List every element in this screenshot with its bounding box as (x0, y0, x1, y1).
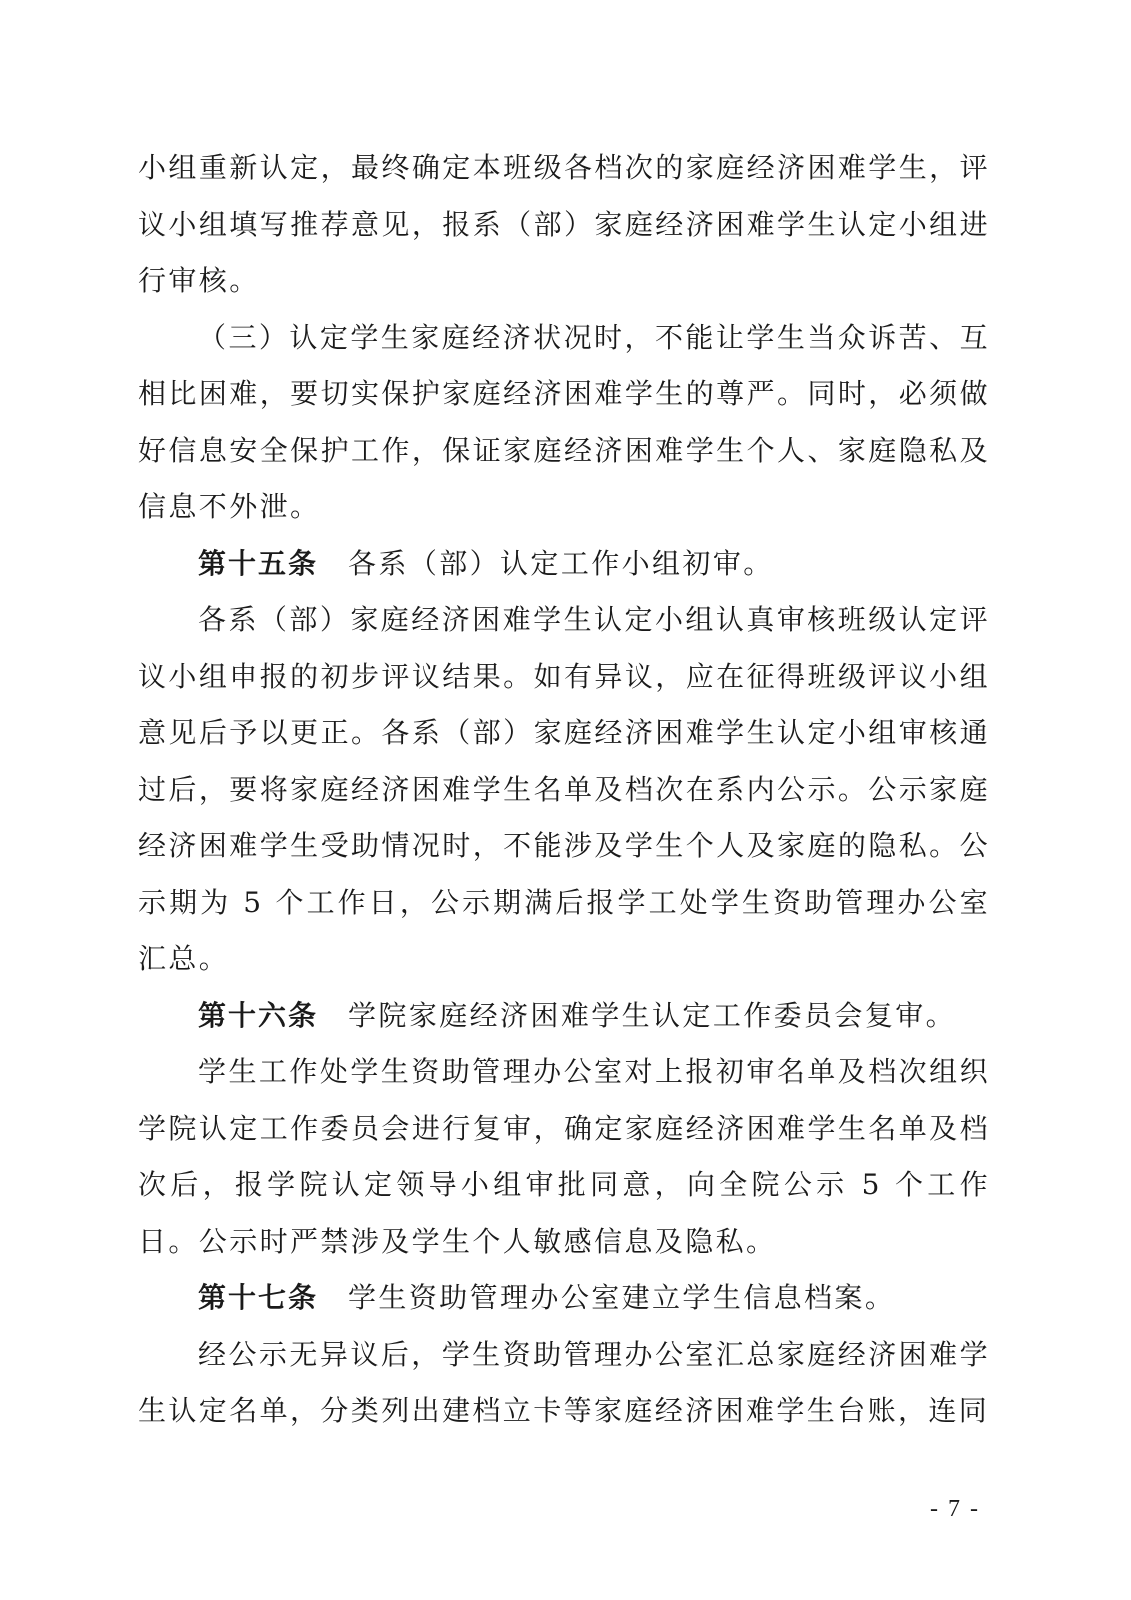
article-number: 第十六条 (198, 998, 319, 1032)
article-title: 学院家庭经济困难学生认定工作委员会复审。 (348, 998, 957, 1032)
page-number: - 7 - (930, 1496, 980, 1522)
paragraph-text: 学生工作处学生资助管理办公室对上报初审名单及档次组织学院认定工作委员会进行复审，确定家庭经济困难学生名单及档次后，报学院认定领导小组审批同意，向全院公示 5 个工作日。公示时严禁涉及学生个人敏感信息及隐私。 (138, 1055, 990, 1258)
article-15-body (138, 592, 990, 988)
article-title: 各系（部）认定工作小组初审。 (348, 546, 774, 580)
paragraph-item-three (138, 310, 990, 536)
paragraph-continuation (138, 140, 990, 310)
paragraph-text: 各系（部）家庭经济困难学生认定小组认真审核班级认定评议小组申报的初步评议结果。如有异议，应在征得班级评议小组意见后予以更正。各系（部）家庭经济困难学生认定小组审核通过后，要将家庭经济困难学生名单及档次在系内公示。公示家庭经济困难学生受助情况时，不能涉及学生个人及家庭的隐私。公示期为 5 个工作日，公示期满后报学工处学生资助管理办公室汇总。 (138, 603, 990, 975)
document-body (138, 140, 990, 1440)
article-number: 第十七条 (198, 1281, 319, 1314)
paragraph-text: （三）认定学生家庭经济状况时，不能让学生当众诉苦、互相比困难，要切实保护家庭经济困难学生的尊严。同时，必须做好信息安全保护工作，保证家庭经济困难学生个人、家庭隐私及信息不外泄。 (138, 320, 990, 523)
article-15-heading (138, 536, 990, 593)
paragraph-text: 经公示无异议后，学生资助管理办公室汇总家庭经济困难学生认定名单，分类列出建档立卡等家庭经济困难学生台账，连同 (138, 1337, 990, 1427)
article-16-body (138, 1044, 990, 1270)
article-17-body (138, 1327, 990, 1440)
article-number: 第十五条 (198, 546, 319, 580)
article-16-heading (138, 988, 990, 1045)
paragraph-text: 小组重新认定，最终确定本班级各档次的家庭经济困难学生，评议小组填写推荐意见，报系（部）家庭经济困难学生认定小组进行审核。 (138, 151, 990, 297)
article-17-heading (138, 1270, 990, 1327)
article-title: 学生资助管理办公室建立学生信息档案。 (348, 1281, 896, 1314)
